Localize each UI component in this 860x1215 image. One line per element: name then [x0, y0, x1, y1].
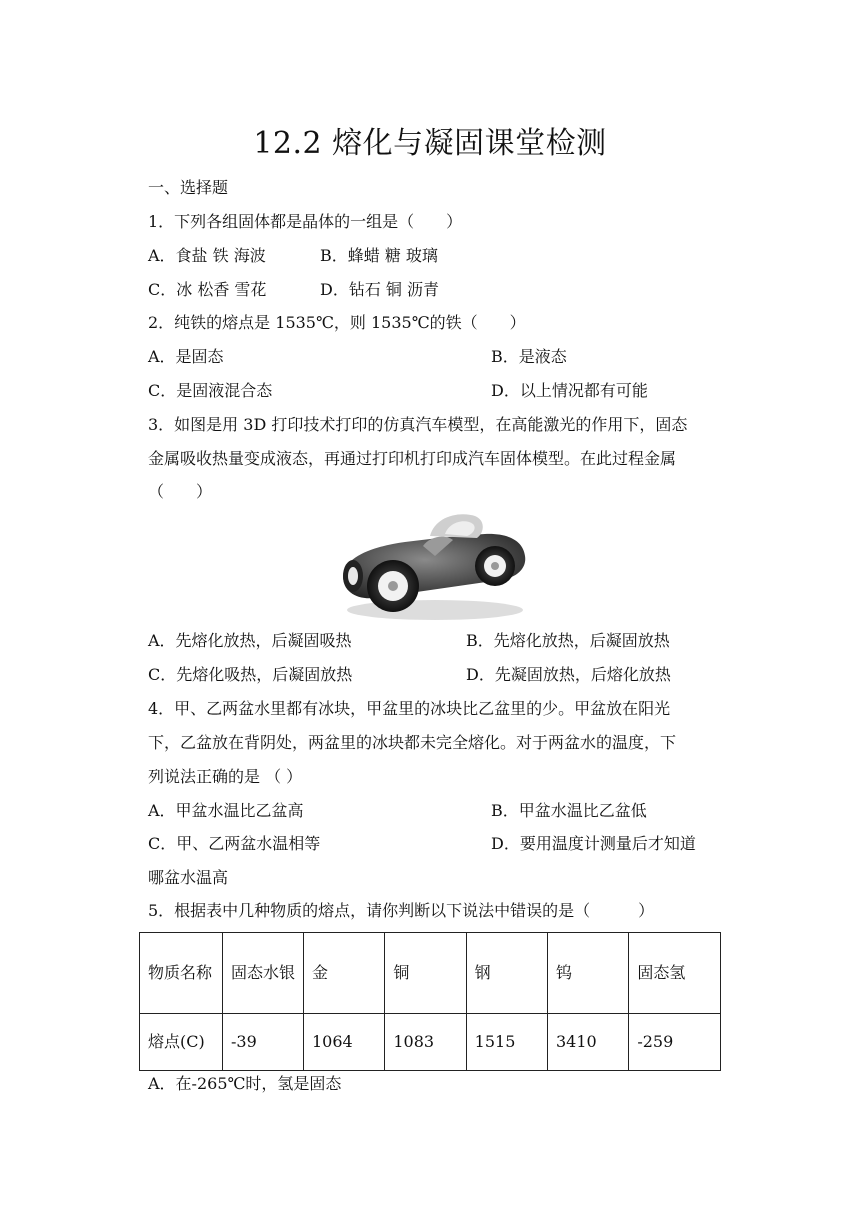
q4-option-c: C．甲、乙两盆水温相等 [148, 834, 321, 853]
section-heading: 一、选择题 [148, 178, 229, 197]
melting-point-table [139, 932, 721, 1071]
q3-stem-line3: （ ） [148, 482, 213, 501]
table-cell: 熔点(C) [140, 1014, 223, 1071]
table-cell: 铜 [385, 933, 466, 1014]
3d-printed-car-image [335, 506, 530, 624]
q4-option-d: D．要用温度计测量后才知道 [491, 834, 696, 853]
table-cell: -39 [223, 1014, 304, 1071]
q2-option-a: A．是固态 [148, 347, 224, 366]
table-cell: 3410 [547, 1014, 628, 1071]
q2-option-d: D．以上情况都有可能 [491, 381, 648, 400]
table-cell: 1515 [466, 1014, 547, 1071]
q3-option-c: C．先熔化吸热，后凝固放热 [148, 665, 353, 684]
table-cell: 1083 [385, 1014, 466, 1071]
q1-option-a: A．食盐 铁 海波 [148, 246, 266, 265]
table-cell: 固态水银 [223, 933, 304, 1014]
q4-option-d-continued: 哪盆水温高 [148, 868, 229, 887]
table-cell: 物质名称 [140, 933, 223, 1014]
q3-option-b: B．先熔化放热，后凝固放热 [466, 631, 670, 650]
q3-stem-line2: 金属吸收热量变成液态，再通过打印机打印成汽车固体模型。在此过程金属 [148, 449, 677, 468]
page-title: 12.2 熔化与凝固课堂检测 [253, 126, 607, 161]
q3-option-a: A．先熔化放热，后凝固吸热 [148, 631, 352, 650]
q5-stem: 5．根据表中几种物质的熔点，请你判断以下说法中错误的是（ ） [148, 901, 655, 920]
q1-option-c: C．冰 松香 雪花 [148, 280, 267, 299]
table-row [140, 1014, 721, 1071]
q2-option-c: C．是固液混合态 [148, 381, 273, 400]
q4-stem-line2: 下，乙盆放在背阴处，两盆里的冰块都未完全熔化。对于两盆水的温度，下 [148, 733, 677, 752]
q4-stem-line3: 列说法正确的是 （ ） [148, 767, 303, 786]
q1-option-b: B．蜂蜡 糖 玻璃 [320, 246, 438, 265]
table-cell: 金 [304, 933, 385, 1014]
table-cell: -259 [629, 1014, 721, 1071]
q3-stem-line1: 3．如图是用 3D 打印技术打印的仿真汽车模型，在高能激光的作用下，固态 [148, 415, 688, 434]
table-header-row [140, 933, 721, 1014]
table-cell: 钢 [466, 933, 547, 1014]
q4-stem-line1: 4．甲、乙两盆水里都有冰块，甲盆里的冰块比乙盆里的少。甲盆放在阳光 [148, 699, 671, 718]
q4-option-a: A．甲盆水温比乙盆高 [148, 801, 304, 820]
q5-option-a: A．在-265℃时，氢是固态 [148, 1074, 342, 1093]
table-cell: 1064 [304, 1014, 385, 1071]
q3-option-d: D．先凝固放热，后熔化放热 [466, 665, 671, 684]
q4-option-b: B．甲盆水温比乙盆低 [491, 801, 647, 820]
q2-option-b: B．是液态 [491, 347, 567, 366]
table-cell: 钨 [547, 933, 628, 1014]
q2-stem: 2．纯铁的熔点是 1535℃，则 1535℃的铁（ ） [148, 313, 526, 332]
table-cell: 固态氢 [629, 933, 721, 1014]
q1-option-d: D．钻石 铜 沥青 [320, 280, 440, 299]
q1-stem: 1．下列各组固体都是晶体的一组是（ ） [148, 212, 463, 231]
